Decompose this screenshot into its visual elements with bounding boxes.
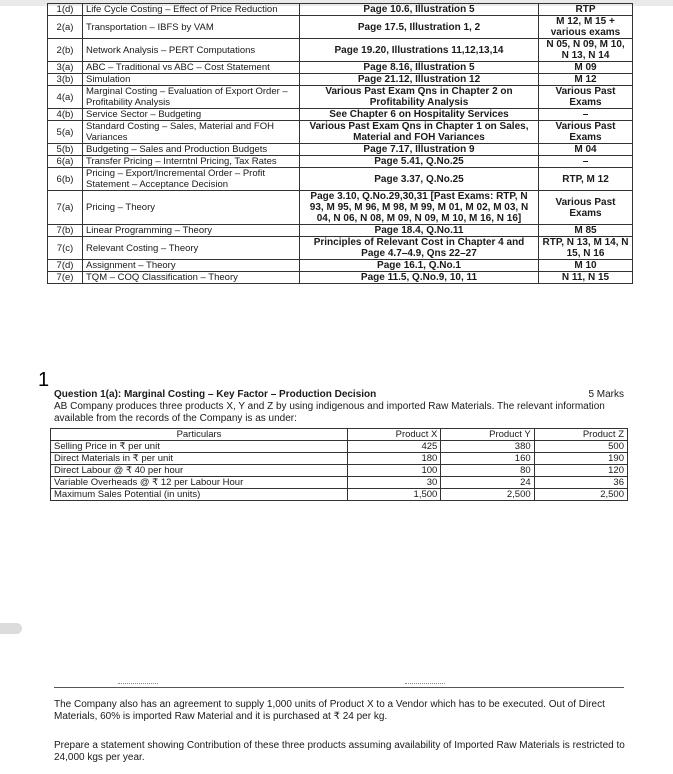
header-product-y: Product Y [441,429,534,441]
reference-row [48,62,633,74]
side-handle[interactable] [0,623,22,634]
product-table-header [51,429,628,441]
row-reference: See Chapter 6 on Hospitality Services [300,109,539,121]
row-exam: – [539,109,633,121]
row-reference: Page 3.10, Q.No.29,30,31 [Past Exams: RTP, N 93, M 95, M 96, M 98, M 99, M 01, M 02, M 03, N 04, N 06, N 08, M 09, N 09, M 10, M 16, N 16] [300,191,539,225]
row-exam: M 12, M 15 + various exams [539,16,633,39]
row-exam: Various Past Exams [539,121,633,144]
row-reference: Page 18.4, Q.No.11 [300,225,539,237]
reference-row [48,86,633,109]
row-number: 5(a) [48,121,83,144]
question-heading [54,389,626,400]
row-reference: Various Past Exam Qns in Chapter 2 on Profitability Analysis [300,86,539,109]
row-topic: ABC – Traditional vs ABC – Cost Statement [83,62,300,74]
page-marker: 1 [38,369,50,391]
row-reference: Page 16.1, Q.No.1 [300,260,539,272]
row-exam: M 10 [539,260,633,272]
reference-row [48,109,633,121]
reference-row [48,260,633,272]
reference-row [48,156,633,168]
row-topic: Relevant Costing – Theory [83,237,300,260]
row-number: 1(d) [48,4,83,16]
row-number: 5(b) [48,144,83,156]
row-number: 6(a) [48,156,83,168]
row-exam: M 04 [539,144,633,156]
row-reference: Page 7.17, Illustration 9 [300,144,539,156]
row-exam: M 09 [539,62,633,74]
row-exam: RTP, M 12 [539,168,633,191]
row-exam: M 85 [539,225,633,237]
value-product-z: 36 [534,477,627,489]
product-table-row [51,489,628,501]
row-number: 7(e) [48,272,83,284]
reference-row [48,121,633,144]
row-number: 3(a) [48,62,83,74]
row-topic: Transfer Pricing – Interntnl Pricing, Tax Rates [83,156,300,168]
row-number: 3(b) [48,74,83,86]
value-product-x: 425 [348,441,441,453]
row-topic: Standard Costing – Sales, Material and FOH Variances [83,121,300,144]
reference-row [48,144,633,156]
header-product-z: Product Z [534,429,627,441]
row-reference: Page 10.6, Illustration 5 [300,4,539,16]
row-reference: Page 11.5, Q.No.9, 10, 11 [300,272,539,284]
product-table-row [51,465,628,477]
row-exam: Various Past Exams [539,86,633,109]
row-exam: N 11, N 15 [539,272,633,284]
reference-row [48,39,633,62]
row-topic: Marginal Costing – Evaluation of Export Order – Profitability Analysis [83,86,300,109]
row-topic: Linear Programming – Theory [83,225,300,237]
product-data-table [50,428,628,501]
row-exam: – [539,156,633,168]
row-label: Variable Overheads @ ₹ 12 per Labour Hour [51,477,348,489]
row-label: Direct Materials in ₹ per unit [51,453,348,465]
row-label: Maximum Sales Potential (in units) [51,489,348,501]
value-product-z: 500 [534,441,627,453]
row-number: 4(a) [48,86,83,109]
reference-row [48,272,633,284]
reference-row [48,74,633,86]
row-topic: Pricing – Export/Incremental Order – Profit Statement – Acceptance Decision [83,168,300,191]
value-product-x: 1,500 [348,489,441,501]
product-table-row [51,477,628,489]
value-product-x: 100 [348,465,441,477]
value-product-y: 2,500 [441,489,534,501]
row-reference: Page 19.20, Illustrations 11,12,13,14 [300,39,539,62]
row-number: 7(c) [48,237,83,260]
question-title: Question 1(a): Marginal Costing – Key Factor – Production Decision [54,389,377,400]
product-table-row [51,441,628,453]
question-intro: AB Company produces three products X, Y and Z by using indigenous and imported Raw Materials. The relevant information available from the records of the Company is as under: [54,401,605,424]
row-reference: Page 17.5, Illustration 1, 2 [300,16,539,39]
row-reference: Various Past Exam Qns in Chapter 1 on Sales, Material and FOH Variances [300,121,539,144]
row-topic: Budgeting – Sales and Production Budgets [83,144,300,156]
reference-row [48,168,633,191]
row-topic: Simulation [83,74,300,86]
value-product-z: 2,500 [534,489,627,501]
reference-row [48,16,633,39]
section-divider [54,687,624,688]
reference-row [48,225,633,237]
row-number: 4(b) [48,109,83,121]
question-paragraph-agreement: The Company also has an agreement to supply 1,000 units of Product X to a Vendor which has to be executed. Out of Direct Materials, 60% is imported Raw Material and it is purchased at ₹ 24 per kg. [54,699,605,722]
row-number: 7(a) [48,191,83,225]
row-topic: TQM – COQ Classification – Theory [83,272,300,284]
row-reference: Principles of Relevant Cost in Chapter 4 and Page 4.7–4.9, Qns 22–27 [300,237,539,260]
row-reference: Page 3.37, Q.No.25 [300,168,539,191]
row-number: 7(d) [48,260,83,272]
row-topic: Life Cycle Costing – Effect of Price Reduction [83,4,300,16]
row-label: Selling Price in ₹ per unit [51,441,348,453]
row-number: 2(a) [48,16,83,39]
row-topic: Assignment – Theory [83,260,300,272]
row-exam: Various Past Exams [539,191,633,225]
reference-row [48,4,633,16]
value-product-z: 190 [534,453,627,465]
value-product-y: 24 [441,477,534,489]
value-product-x: 30 [348,477,441,489]
row-number: 7(b) [48,225,83,237]
value-product-y: 80 [441,465,534,477]
product-table-row [51,453,628,465]
value-product-x: 180 [348,453,441,465]
header-product-x: Product X [348,429,441,441]
row-topic: Transportation – IBFS by VAM [83,16,300,39]
syllabus-reference-table [47,3,633,284]
question-marks: 5 Marks [588,389,624,400]
header-particulars: Particulars [51,429,348,441]
row-label: Direct Labour @ ₹ 40 per hour [51,465,348,477]
row-number: 6(b) [48,168,83,191]
reference-row [48,237,633,260]
row-exam: M 12 [539,74,633,86]
question-paragraph-requirement: Prepare a statement showing Contribution of these three products assuming availability of Imported Raw Materials is restricted to 24,000 kgs per year. [54,740,625,763]
row-topic: Service Sector – Budgeting [83,109,300,121]
row-topic: Pricing – Theory [83,191,300,225]
row-exam: RTP [539,4,633,16]
row-reference: Page 21.12, Illustration 12 [300,74,539,86]
value-product-z: 120 [534,465,627,477]
value-product-y: 380 [441,441,534,453]
row-reference: Page 8.16, Illustration 5 [300,62,539,74]
row-reference: Page 5.41, Q.No.25 [300,156,539,168]
value-product-y: 160 [441,453,534,465]
row-exam: N 05, N 09, M 10, N 13, N 14 [539,39,633,62]
row-exam: RTP, N 13, M 14, N 15, N 16 [539,237,633,260]
row-topic: Network Analysis – PERT Computations [83,39,300,62]
reference-row [48,191,633,225]
row-number: 2(b) [48,39,83,62]
